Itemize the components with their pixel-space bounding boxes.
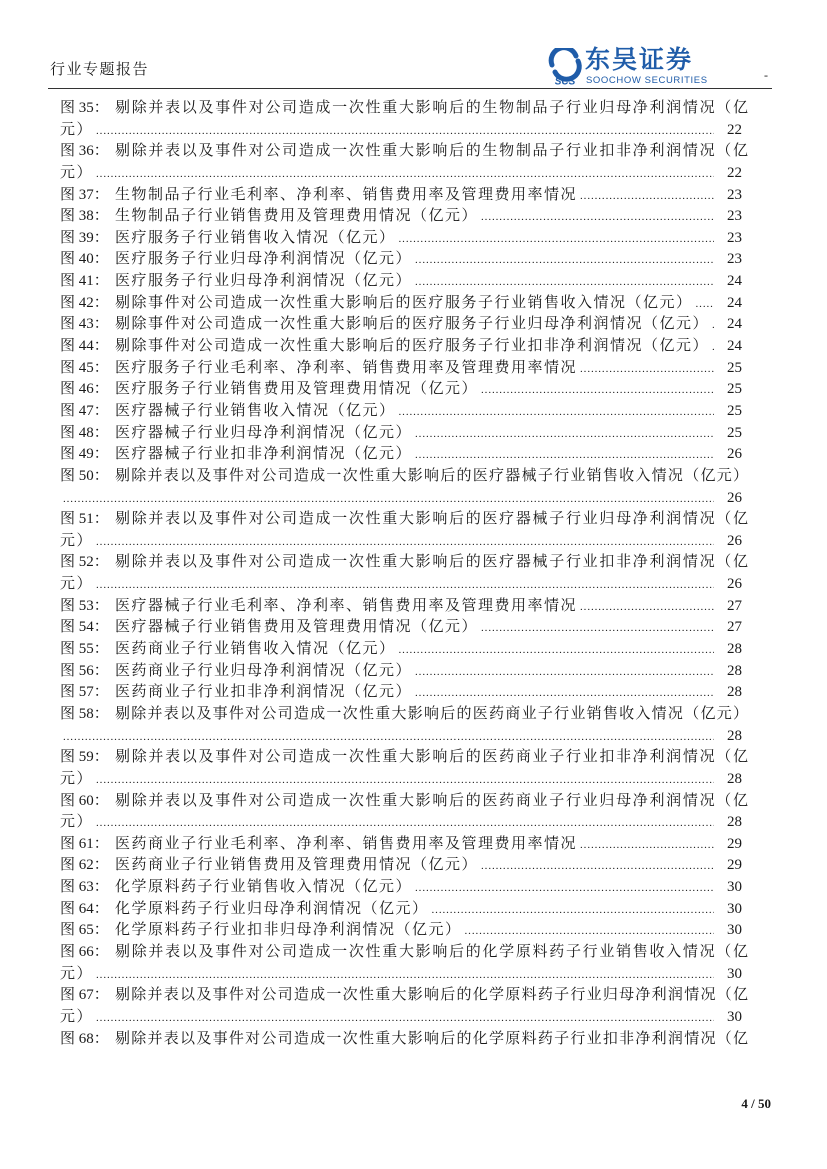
page-number: 22 [727,121,742,138]
toc-entry[interactable] [60,855,748,877]
toc-entry[interactable] [60,206,748,228]
toc-line [60,141,748,163]
page-number: 30 [727,922,742,939]
page-number: 30 [727,965,742,982]
page-number: 30 [727,879,742,896]
figure-title: 生物制品子行业销售费用及管理费用情况（亿元） [115,208,479,225]
figure-label: 图 51： [60,511,109,528]
figure-label: 图 48： [60,424,109,441]
figure-title: 剔除并表以及事件对公司造成一次性重大影响后的化学原料药子行业扣非净利润情况（亿 [115,1030,748,1047]
toc-line [60,228,748,250]
toc-entry[interactable] [60,141,748,184]
figure-title: 医疗服务子行业归母净利润情况（亿元） [115,251,413,268]
dot-leader [481,856,714,878]
page-number: 24 [727,294,742,311]
dot-leader [481,207,714,229]
dot-leader [399,640,714,662]
dot-leader [415,272,714,294]
page-number: 30 [727,900,742,917]
figure-label: 图 53： [60,597,109,614]
toc-line [60,704,748,726]
figure-title: 医疗服务子行业毛利率、净利率、销售费用率及管理费用率情况 [115,359,578,376]
dot-leader [712,337,714,359]
toc-line-continued [60,1007,748,1029]
toc-entry[interactable] [60,379,748,401]
toc-line [60,617,748,639]
toc-line-continued [60,120,748,142]
toc-line-continued [60,964,748,986]
toc-line [60,206,748,228]
toc-entry[interactable] [60,899,748,921]
brand-name-cn: 东吴证券 [585,46,694,74]
dot-leader [696,294,714,316]
dot-leader [415,878,714,900]
report-type-heading: 行业专题报告 [50,62,150,78]
figure-title: 剔除并表以及事件对公司造成一次性重大影响后的医疗器械子行业扣非净利润情况（亿 [115,554,748,571]
toc-entry[interactable] [60,639,748,661]
toc-line [60,185,748,207]
dot-leader [415,662,714,684]
figure-title-continued: 元） [60,164,94,181]
dot-leader [63,489,714,511]
figure-title: 医药商业子行业扣非净利润情况（亿元） [115,684,413,701]
figure-label: 图 64： [60,900,109,917]
toc-line [60,682,748,704]
toc-line [60,899,748,921]
figure-title-continued: 元） [60,121,94,138]
toc-entry[interactable] [60,249,748,271]
toc-entry[interactable] [60,942,748,985]
page-number: 25 [727,359,742,376]
toc-entry[interactable] [60,336,748,358]
toc-line [60,293,748,315]
toc-line [60,661,748,683]
toc-line [60,855,748,877]
dot-leader [415,250,714,272]
figure-title: 生物制品子行业毛利率、净利率、销售费用率及管理费用率情况 [115,186,578,203]
figure-label: 图 65： [60,922,109,939]
toc-line [60,249,748,271]
figure-title: 剔除并表以及事件对公司造成一次性重大影响后的生物制品子行业扣非净利润情况（亿 [115,143,748,160]
figure-label: 图 45： [60,359,109,376]
toc-line [60,596,748,618]
toc-line-continued [60,163,748,185]
toc-entry[interactable] [60,228,748,250]
figure-title: 剔除事件对公司造成一次性重大影响后的医疗服务子行业归母净利润情况（亿元） [115,316,710,333]
dot-leader [96,813,714,835]
toc-entry[interactable] [60,920,748,942]
figure-label: 图 42： [60,294,109,311]
figure-label: 图 59： [60,749,109,766]
dot-leader [481,380,714,402]
dot-leader [96,965,714,987]
toc-entry[interactable] [60,423,748,445]
dot-leader [399,402,714,424]
figure-label: 图 68： [60,1030,109,1047]
page-number: 24 [727,273,742,290]
dot-leader [580,359,714,381]
page-number: 29 [727,835,742,852]
page-number: 25 [727,424,742,441]
toc-entry[interactable] [60,314,748,336]
figure-title: 医疗器械子行业扣非净利润情况（亿元） [115,446,413,463]
page-number: 28 [727,662,742,679]
figure-label: 图 38： [60,208,109,225]
figure-label: 图 40： [60,251,109,268]
toc-entry[interactable] [60,834,748,856]
page-number: 30 [727,1008,742,1025]
toc-line [60,271,748,293]
page-number: 23 [727,208,742,225]
toc-entry[interactable] [60,401,748,423]
figure-title: 医疗服务子行业销售收入情况（亿元） [115,229,396,246]
page-number: 24 [727,338,742,355]
dot-leader [465,921,714,943]
toc-entry[interactable] [60,185,748,207]
page-number: 23 [727,229,742,246]
toc-entry[interactable] [60,661,748,683]
figure-label: 图 46： [60,381,109,398]
toc-entry[interactable] [60,704,748,747]
page-number: 26 [727,489,742,506]
page-number: 27 [727,619,742,636]
toc-line [60,877,748,899]
figure-title-continued: 元） [60,770,94,787]
figure-title: 医药商业子行业毛利率、净利率、销售费用率及管理费用率情况 [115,835,578,852]
figure-title: 医药商业子行业销售费用及管理费用情况（亿元） [115,857,479,874]
header-mark: - [764,68,768,82]
page-number: 23 [727,251,742,268]
dot-leader [415,683,714,705]
toc-line-continued [60,574,748,596]
dot-leader [712,315,714,337]
toc-line [60,358,748,380]
brand-logo-mark-text: SCS [554,76,576,86]
page-number: 29 [727,857,742,874]
toc-line-continued [60,726,748,748]
figure-label: 图 52： [60,554,109,571]
figure-label: 图 58： [60,705,109,722]
page-number-footer: 4 / 50 [741,1096,771,1111]
figure-title: 化学原料药子行业扣非归母净利润情况（亿元） [115,922,462,939]
page-number: 25 [727,402,742,419]
brand-logo-icon [547,48,583,86]
figure-title-continued: 元） [60,965,94,982]
figure-title: 剔除并表以及事件对公司造成一次性重大影响后的医疗器械子行业归母净利润情况（亿 [115,511,748,528]
toc-line [60,314,748,336]
figure-title: 剔除并表以及事件对公司造成一次性重大影响后的医药商业子行业销售收入情况（亿元） [115,705,748,722]
figure-title: 医药商业子行业归母净利润情况（亿元） [115,662,413,679]
figure-title: 医药商业子行业销售收入情况（亿元） [115,641,396,658]
figure-label: 图 50： [60,467,109,484]
figure-title-continued: 元） [60,814,94,831]
figure-title: 医疗器械子行业毛利率、净利率、销售费用率及管理费用率情况 [115,597,578,614]
figure-title: 医疗器械子行业销售收入情况（亿元） [115,402,396,419]
toc-line [60,552,748,574]
toc-line [60,639,748,661]
toc-entry[interactable] [60,747,748,790]
toc-line [60,747,748,769]
dot-leader [96,1008,714,1030]
figure-title: 剔除并表以及事件对公司造成一次性重大影响后的医药商业子行业归母净利润情况（亿 [115,792,748,809]
toc-line [60,985,748,1007]
dot-leader [432,900,714,922]
toc-line [60,920,748,942]
toc-line [60,336,748,358]
figure-label: 图 54： [60,619,109,636]
header-divider [48,88,772,89]
figure-label: 图 43： [60,316,109,333]
figure-title-continued: 元） [60,1008,94,1025]
toc-entry[interactable] [60,466,748,509]
figure-label: 图 67： [60,987,109,1004]
toc-line-continued [60,531,748,553]
figure-label: 图 39： [60,229,109,246]
page-number: 28 [727,641,742,658]
toc-line-continued [60,769,748,791]
figure-label: 图 49： [60,446,109,463]
toc-line [60,791,748,813]
figure-title-continued: 元） [60,532,94,549]
figure-label: 图 41： [60,273,109,290]
page-number: 27 [727,597,742,614]
toc-line [60,444,748,466]
page-number: 23 [727,186,742,203]
dot-leader [96,121,714,143]
figure-title-continued: 元） [60,576,94,593]
toc-line [60,466,748,488]
toc-line-continued [60,488,748,510]
toc-entry[interactable] [60,552,748,595]
page-number: 24 [727,316,742,333]
toc-entry[interactable] [60,358,748,380]
figure-title: 剔除并表以及事件对公司造成一次性重大影响后的医药商业子行业扣非净利润情况（亿 [115,749,748,766]
figure-title: 剔除并表以及事件对公司造成一次性重大影响后的化学原料药子行业销售收入情况（亿 [115,943,748,960]
dot-leader [399,229,714,251]
toc-entry[interactable] [60,682,748,704]
figure-title: 化学原料药子行业归母净利润情况（亿元） [115,900,429,917]
toc-line [60,509,748,531]
figure-title: 医疗器械子行业销售费用及管理费用情况（亿元） [115,619,479,636]
dot-leader [63,727,714,749]
page-number: 28 [727,814,742,831]
dot-leader [481,618,714,640]
toc-line [60,379,748,401]
dot-leader [96,164,714,186]
page-number: 25 [727,381,742,398]
toc-entry[interactable] [60,985,748,1028]
toc-entry[interactable] [60,791,748,834]
figure-label: 图 62： [60,857,109,874]
dot-leader [96,532,714,554]
figure-title: 化学原料药子行业销售收入情况（亿元） [115,879,413,896]
figure-label: 图 37： [60,186,109,203]
figure-label: 图 60： [60,792,109,809]
toc-entry[interactable] [60,596,748,618]
dot-leader [415,445,714,467]
dot-leader [580,186,714,208]
toc-entry[interactable] [60,98,748,141]
figure-title: 剔除并表以及事件对公司造成一次性重大影响后的医疗器械子行业销售收入情况（亿元） [115,467,748,484]
figure-title: 剔除事件对公司造成一次性重大影响后的医疗服务子行业扣非净利润情况（亿元） [115,338,710,355]
figure-label: 图 35： [60,100,109,116]
page-number: 22 [727,164,742,181]
page-number: 26 [727,446,742,463]
figure-title: 剔除并表以及事件对公司造成一次性重大影响后的生物制品子行业归母净利润情况（亿 [115,100,748,116]
toc-line [60,834,748,856]
figure-label: 图 55： [60,641,109,658]
dot-leader [580,597,714,619]
page-number: 28 [727,684,742,701]
page-number: 26 [727,532,742,549]
dot-leader [96,575,714,597]
figure-title: 医疗服务子行业归母净利润情况（亿元） [115,273,413,290]
page-number: 26 [727,576,742,593]
figure-table-of-contents [60,98,748,1050]
dot-leader [580,835,714,857]
toc-entry[interactable] [60,509,748,552]
toc-line [60,942,748,964]
page-number: 28 [727,770,742,787]
page-number: 28 [727,727,742,744]
figure-label: 图 63： [60,879,109,896]
toc-entry[interactable] [60,293,748,315]
toc-entry[interactable] [60,1029,748,1051]
toc-line [60,423,748,445]
figure-title: 剔除并表以及事件对公司造成一次性重大影响后的化学原料药子行业归母净利润情况（亿 [115,987,748,1004]
figure-label: 图 56： [60,662,109,679]
figure-label: 图 44： [60,338,109,355]
figure-title: 剔除事件对公司造成一次性重大影响后的医疗服务子行业销售收入情况（亿元） [115,294,693,311]
dot-leader [96,770,714,792]
toc-entry[interactable] [60,271,748,293]
toc-line [60,1029,748,1051]
figure-label: 图 36： [60,143,109,160]
dot-leader [415,424,714,446]
brand-name-en: SOOCHOW SECURITIES [586,75,708,86]
toc-entry[interactable] [60,617,748,639]
figure-label: 图 66： [60,943,109,960]
toc-entry[interactable] [60,877,748,899]
figure-title: 医疗服务子行业销售费用及管理费用情况（亿元） [115,381,479,398]
figure-label: 图 57： [60,684,109,701]
toc-entry[interactable] [60,444,748,466]
toc-line [60,98,748,120]
toc-line-continued [60,812,748,834]
toc-line [60,401,748,423]
figure-label: 图 61： [60,835,109,852]
figure-label: 图 47： [60,402,109,419]
figure-title: 医疗器械子行业归母净利润情况（亿元） [115,424,413,441]
